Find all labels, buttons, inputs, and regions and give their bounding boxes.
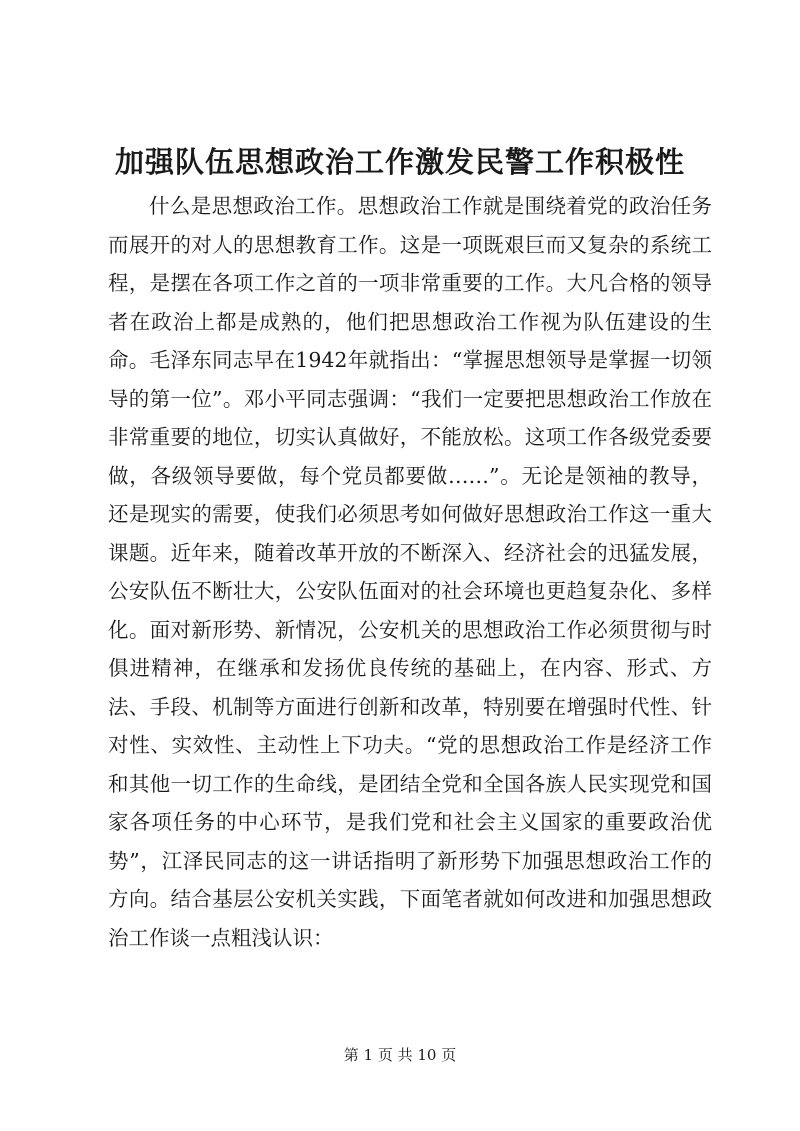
document-title: 加强队伍思想政治工作激发民警工作积极性	[114, 145, 685, 179]
body-paragraph: 什么是思想政治工作。思想政治工作就是围绕着党的政治任务而展开的对人的思想教育工作。这是一项既艰巨而又复杂的系统工程，是摆在各项工作之首的一项非常重要的工作。大凡合格的领导者在政治上都是成熟的，他们把思想政治工作视为队伍建设的生命。毛泽东同志早在1942年就指出：“掌握思想领导是掌握一切领导的第一位”。邓小平同志强调：“我们一定要把思想政治工作放在非常重要的地位，切实认真做好，不能放松。这项工作各级党委要做，各级领导要做，每个党员都要做……”。无论是领袖的教导，还是现实的需要，使我们必须思考如何做好思想政治工作这一重大课题。近年来，随着改革开放的不断深入、经济社会的迅猛发展，公安队伍不断壮大，公安队伍面对的社会环境也更趋复杂化、多样化。面对新形势、新情况，公安机关的思想政治工作必须贯彻与时俱进精神，在继承和发扬优良传统的基础上，在内容、形式、方法、手段、机制等方面进行创新和改革，特别要在增强时代性、针对性、实效性、主动性上下功夫。“党的思想政治工作是经济工作和其他一切工作的生命线，是团结全党和全国各族人民实现党和国家各项任务的中心环节，是我们党和社会主义国家的重要政治优势”，江泽民同志的这一讲话指明了新形势下加强思想政治工作的方向。结合基层公安机关实践，下面笔者就如何改进和加强思想政治工作谈一点粗浅认识：	[108, 194, 712, 950]
page-number-footer: 第 1 页 共 10 页	[343, 1046, 457, 1064]
